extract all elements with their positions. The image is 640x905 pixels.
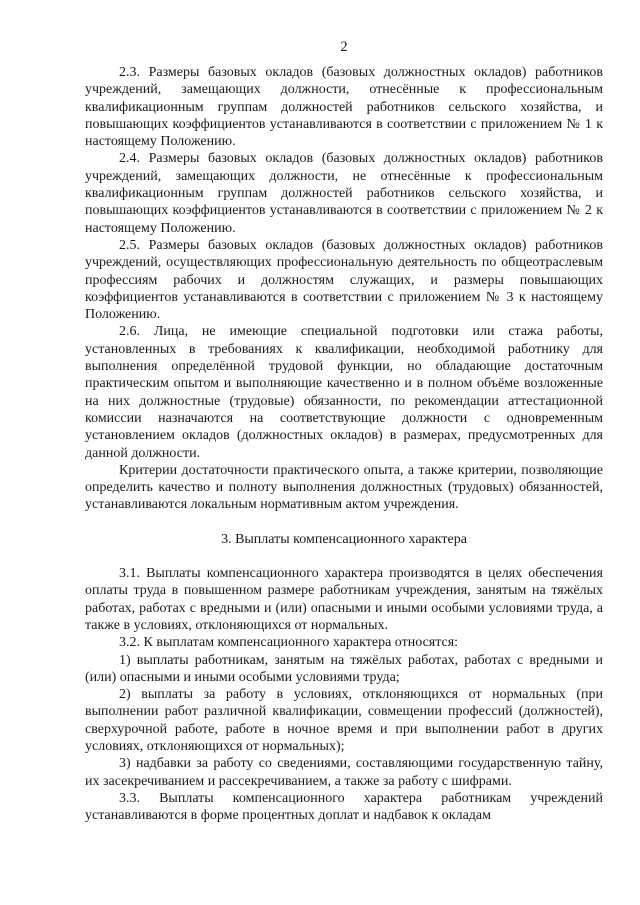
list-item-1: 1) выплаты работникам, занятым на тяжёлых работах, работах с вредными и (или) опасными и иными особыми условиями труда;: [85, 652, 603, 685]
list-item-2: 2) выплаты за работу в условиях, отклоняющихся от нормальных (при выполнении работ различной квалификации, совмещении профессий (должностей), сверхурочной работе, работе в ночное время и при выполнении работ в других условиях, отклоняющихся от нормальных);: [85, 687, 603, 754]
paragraph-criteria: Критерии достаточности практического опыта, а также критерии, позволяющие определить качество и полноту выполнения должностных (трудовых) обязанностей, устанавливаются локальным нормативным актом учреждения.: [85, 462, 603, 513]
paragraph-2-5: 2.5. Размеры базовых окладов (базовых должностных окладов) работников учреждений, осуществляющих профессиональную деятельность по общеотраслевым профессиям рабочих и должностям служащих, и размеры повышающих коэффициентов устанавливаются в соответствии с приложением № 3 к настоящему Положению.: [85, 237, 603, 323]
spacer: [85, 514, 603, 531]
paragraph-2-3: 2.3. Размеры базовых окладов (базовых должностных окладов) работников учреждений, замещающих должности, отнесённые к профессиональным квалификационным группам должностей работников сельского хозяйства, и повышающих коэффициентов устанавливаются в соответствии с приложением № 1 к настоящему Положению.: [85, 65, 603, 150]
list-item-3: 3) надбавки за работу со сведениями, составляющими государственную тайну, их засекречиванием и рассекречиванием, а также за работу с шифрами.: [85, 756, 603, 789]
page-number: 2: [340, 39, 348, 55]
document-body: [85, 64, 603, 824]
spacer: [85, 548, 603, 565]
paragraph-3-2: 3.2. К выплатам компенсационного характера относятся:: [119, 635, 459, 651]
paragraph-3-3: 3.3. Выплаты компенсационного характера работникам учреждений устанавливаются в форме процентных доплат и надбавок к окладам: [85, 790, 603, 824]
paragraph-2-6: 2.6. Лица, не имеющие специальной подготовки или стажа работы, установленных в требованиях к квалификации, необходимой работнику для выполнения определённой трудовой функции, но обладающие достаточным практическим опытом и выполняющие качественно и в полном объёме возложенные на них должностные (трудовые) обязанности, по рекомендации аттестационной комиссии назначаются на соответствующие должности с одновременным установлением окладов (должностных окладов) в размерах, предусмотренных для данной должности.: [85, 324, 603, 461]
paragraph-3-1: 3.1. Выплаты компенсационного характера производятся в целях обеспечения оплаты труда в повышенном размере работникам учреждения, занятым на тяжёлых работах, работах с вредными и (или) опасными и иными особыми условиями труда, а также в условиях, отклоняющихся от нормальных.: [85, 566, 603, 633]
section-heading: 3. Выплаты компенсационного характера: [221, 531, 467, 547]
document-page: [85, 0, 603, 905]
paragraph-2-4: 2.4. Размеры базовых окладов (базовых должностных окладов) работников учреждений, замещающих должности, не отнесённые к профессиональным квалификационным группам должностей работников сельского хозяйства, и повышающих коэффициентов устанавливаются в соответствии с приложением № 2 к настоящему Положению.: [85, 151, 603, 236]
